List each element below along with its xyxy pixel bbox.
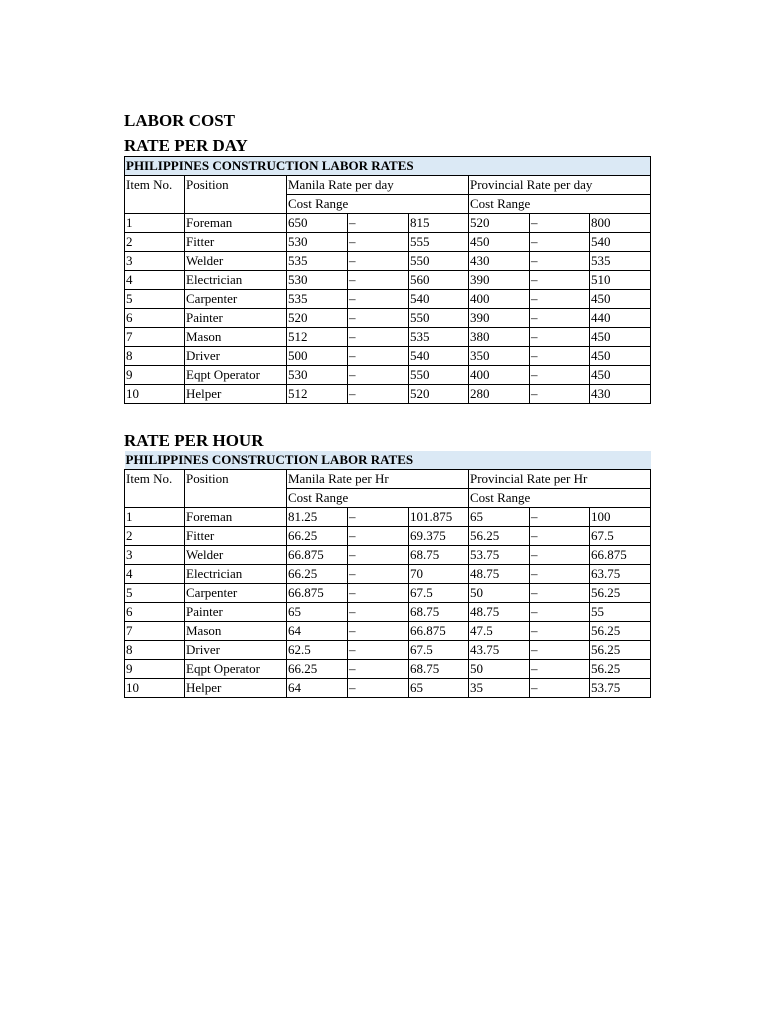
provincial-high-cell: 800 bbox=[590, 214, 651, 233]
table-row bbox=[125, 546, 651, 565]
position-cell: Painter bbox=[185, 309, 287, 328]
manila-high-cell: 67.5 bbox=[409, 641, 469, 660]
item-no-cell: 7 bbox=[125, 328, 185, 347]
provincial-low-cell: 400 bbox=[469, 366, 530, 385]
manila-low-cell: 535 bbox=[287, 290, 348, 309]
table-row bbox=[125, 347, 651, 366]
day-rate-rows bbox=[125, 214, 651, 404]
manila-high-cell: 540 bbox=[409, 290, 469, 309]
manila-low-cell: 66.25 bbox=[287, 565, 348, 584]
provincial-low-cell: 48.75 bbox=[469, 603, 530, 622]
provincial-high-cell: 67.5 bbox=[590, 527, 651, 546]
provincial-high-cell: 55 bbox=[590, 603, 651, 622]
provincial-range-dash: – bbox=[530, 546, 590, 565]
provincial-high-cell: 540 bbox=[590, 233, 651, 252]
table-row bbox=[125, 527, 651, 546]
table-row bbox=[125, 271, 651, 290]
provincial-low-cell: 50 bbox=[469, 584, 530, 603]
provincial-low-cell: 43.75 bbox=[469, 641, 530, 660]
provincial-range-dash: – bbox=[530, 584, 590, 603]
provincial-range-dash: – bbox=[530, 214, 590, 233]
manila-low-cell: 66.25 bbox=[287, 527, 348, 546]
manila-range-dash: – bbox=[348, 385, 409, 404]
item-no-cell: 5 bbox=[125, 584, 185, 603]
manila-range-dash: – bbox=[348, 527, 409, 546]
position-cell: Helper bbox=[185, 679, 287, 698]
manila-low-cell: 535 bbox=[287, 252, 348, 271]
provincial-low-cell: 520 bbox=[469, 214, 530, 233]
provincial-range-dash: – bbox=[530, 622, 590, 641]
table-row bbox=[125, 252, 651, 271]
table-row bbox=[125, 385, 651, 404]
manila-low-cell: 520 bbox=[287, 309, 348, 328]
table-title-row bbox=[125, 451, 651, 470]
position-cell: Eqpt Operator bbox=[185, 660, 287, 679]
provincial-range-dash: – bbox=[530, 309, 590, 328]
manila-high-cell: 550 bbox=[409, 366, 469, 385]
manila-low-cell: 512 bbox=[287, 385, 348, 404]
provincial-range-dash: – bbox=[530, 527, 590, 546]
position-cell: Mason bbox=[185, 622, 287, 641]
provincial-range-dash: – bbox=[530, 603, 590, 622]
provincial-low-cell: 48.75 bbox=[469, 565, 530, 584]
manila-range-dash: – bbox=[348, 233, 409, 252]
provincial-low-cell: 53.75 bbox=[469, 546, 530, 565]
position-header: Position bbox=[185, 470, 287, 508]
item-no-cell: 3 bbox=[125, 546, 185, 565]
manila-range-dash: – bbox=[348, 508, 409, 527]
table-title-row bbox=[125, 157, 651, 176]
item-no-cell: 10 bbox=[125, 385, 185, 404]
provincial-high-cell: 535 bbox=[590, 252, 651, 271]
table-row bbox=[125, 214, 651, 233]
header-row bbox=[125, 176, 651, 195]
item-no-cell: 4 bbox=[125, 271, 185, 290]
position-cell: Painter bbox=[185, 603, 287, 622]
item-no-cell: 7 bbox=[125, 622, 185, 641]
manila-range-dash: – bbox=[348, 660, 409, 679]
page-title: LABOR COST bbox=[124, 111, 235, 130]
provincial-low-cell: 400 bbox=[469, 290, 530, 309]
manila-low-cell: 530 bbox=[287, 366, 348, 385]
provincial-high-cell: 66.875 bbox=[590, 546, 651, 565]
table-row bbox=[125, 508, 651, 527]
provincial-range-dash: – bbox=[530, 385, 590, 404]
provincial-range-dash: – bbox=[530, 328, 590, 347]
manila-range-dash: – bbox=[348, 214, 409, 233]
manila-high-cell: 550 bbox=[409, 252, 469, 271]
provincial-range-dash: – bbox=[530, 290, 590, 309]
item-no-cell: 9 bbox=[125, 366, 185, 385]
manila-low-cell: 66.25 bbox=[287, 660, 348, 679]
manila-high-cell: 70 bbox=[409, 565, 469, 584]
position-cell: Driver bbox=[185, 347, 287, 366]
manila-high-cell: 68.75 bbox=[409, 603, 469, 622]
manila-rate-header: Manila Rate per Hr bbox=[287, 470, 469, 489]
position-cell: Carpenter bbox=[185, 584, 287, 603]
provincial-range-dash: – bbox=[530, 679, 590, 698]
table-row bbox=[125, 565, 651, 584]
provincial-high-cell: 53.75 bbox=[590, 679, 651, 698]
section-heading-per-hour: RATE PER HOUR bbox=[124, 431, 264, 450]
provincial-low-cell: 450 bbox=[469, 233, 530, 252]
manila-range-dash: – bbox=[348, 622, 409, 641]
manila-rate-header: Manila Rate per day bbox=[287, 176, 469, 195]
table-row bbox=[125, 233, 651, 252]
day-rate-table bbox=[124, 156, 651, 404]
item-no-cell: 8 bbox=[125, 347, 185, 366]
manila-high-cell: 69.375 bbox=[409, 527, 469, 546]
manila-high-cell: 560 bbox=[409, 271, 469, 290]
manila-low-cell: 530 bbox=[287, 233, 348, 252]
provincial-high-cell: 450 bbox=[590, 366, 651, 385]
provincial-high-cell: 56.25 bbox=[590, 622, 651, 641]
position-cell: Carpenter bbox=[185, 290, 287, 309]
provincial-low-cell: 390 bbox=[469, 271, 530, 290]
manila-low-cell: 64 bbox=[287, 679, 348, 698]
provincial-cost-range-header: Cost Range bbox=[469, 489, 651, 508]
item-no-cell: 2 bbox=[125, 527, 185, 546]
manila-range-dash: – bbox=[348, 309, 409, 328]
provincial-rate-header: Provincial Rate per Hr bbox=[469, 470, 651, 489]
provincial-high-cell: 440 bbox=[590, 309, 651, 328]
provincial-range-dash: – bbox=[530, 641, 590, 660]
provincial-range-dash: – bbox=[530, 233, 590, 252]
manila-range-dash: – bbox=[348, 641, 409, 660]
item-no-cell: 9 bbox=[125, 660, 185, 679]
manila-low-cell: 66.875 bbox=[287, 584, 348, 603]
table-row bbox=[125, 584, 651, 603]
manila-high-cell: 555 bbox=[409, 233, 469, 252]
provincial-low-cell: 350 bbox=[469, 347, 530, 366]
table-row bbox=[125, 603, 651, 622]
item-no-header: Item No. bbox=[125, 470, 185, 508]
provincial-high-cell: 56.25 bbox=[590, 641, 651, 660]
manila-low-cell: 500 bbox=[287, 347, 348, 366]
item-no-cell: 1 bbox=[125, 508, 185, 527]
manila-low-cell: 650 bbox=[287, 214, 348, 233]
provincial-range-dash: – bbox=[530, 565, 590, 584]
manila-low-cell: 66.875 bbox=[287, 546, 348, 565]
item-no-header: Item No. bbox=[125, 176, 185, 214]
item-no-cell: 5 bbox=[125, 290, 185, 309]
manila-range-dash: – bbox=[348, 347, 409, 366]
table-row bbox=[125, 309, 651, 328]
manila-range-dash: – bbox=[348, 290, 409, 309]
table-row bbox=[125, 366, 651, 385]
provincial-high-cell: 450 bbox=[590, 290, 651, 309]
manila-range-dash: – bbox=[348, 546, 409, 565]
item-no-cell: 4 bbox=[125, 565, 185, 584]
manila-range-dash: – bbox=[348, 565, 409, 584]
provincial-high-cell: 510 bbox=[590, 271, 651, 290]
provincial-low-cell: 50 bbox=[469, 660, 530, 679]
provincial-range-dash: – bbox=[530, 252, 590, 271]
position-cell: Welder bbox=[185, 252, 287, 271]
item-no-cell: 10 bbox=[125, 679, 185, 698]
table-row bbox=[125, 679, 651, 698]
item-no-cell: 1 bbox=[125, 214, 185, 233]
manila-range-dash: – bbox=[348, 252, 409, 271]
provincial-high-cell: 450 bbox=[590, 347, 651, 366]
manila-low-cell: 512 bbox=[287, 328, 348, 347]
position-cell: Welder bbox=[185, 546, 287, 565]
provincial-range-dash: – bbox=[530, 347, 590, 366]
hour-rate-table bbox=[124, 451, 651, 698]
position-cell: Fitter bbox=[185, 233, 287, 252]
manila-high-cell: 65 bbox=[409, 679, 469, 698]
manila-low-cell: 65 bbox=[287, 603, 348, 622]
provincial-low-cell: 430 bbox=[469, 252, 530, 271]
item-no-cell: 2 bbox=[125, 233, 185, 252]
position-cell: Foreman bbox=[185, 214, 287, 233]
provincial-range-dash: – bbox=[530, 660, 590, 679]
provincial-range-dash: – bbox=[530, 508, 590, 527]
manila-cost-range-header: Cost Range bbox=[287, 489, 469, 508]
table-title: PHILIPPINES CONSTRUCTION LABOR RATES bbox=[125, 157, 651, 176]
provincial-cost-range-header: Cost Range bbox=[469, 195, 651, 214]
manila-high-cell: 540 bbox=[409, 347, 469, 366]
table-row bbox=[125, 622, 651, 641]
manila-high-cell: 520 bbox=[409, 385, 469, 404]
manila-low-cell: 62.5 bbox=[287, 641, 348, 660]
manila-low-cell: 64 bbox=[287, 622, 348, 641]
provincial-rate-header: Provincial Rate per day bbox=[469, 176, 651, 195]
provincial-low-cell: 35 bbox=[469, 679, 530, 698]
manila-high-cell: 550 bbox=[409, 309, 469, 328]
position-cell: Mason bbox=[185, 328, 287, 347]
header-row bbox=[125, 470, 651, 489]
manila-high-cell: 815 bbox=[409, 214, 469, 233]
provincial-low-cell: 280 bbox=[469, 385, 530, 404]
manila-high-cell: 67.5 bbox=[409, 584, 469, 603]
provincial-high-cell: 430 bbox=[590, 385, 651, 404]
table-row bbox=[125, 660, 651, 679]
position-cell: Electrician bbox=[185, 271, 287, 290]
provincial-high-cell: 100 bbox=[590, 508, 651, 527]
position-header: Position bbox=[185, 176, 287, 214]
position-cell: Electrician bbox=[185, 565, 287, 584]
manila-range-dash: – bbox=[348, 328, 409, 347]
manila-high-cell: 68.75 bbox=[409, 660, 469, 679]
manila-high-cell: 535 bbox=[409, 328, 469, 347]
table-row bbox=[125, 290, 651, 309]
provincial-low-cell: 380 bbox=[469, 328, 530, 347]
item-no-cell: 6 bbox=[125, 603, 185, 622]
provincial-high-cell: 450 bbox=[590, 328, 651, 347]
position-cell: Eqpt Operator bbox=[185, 366, 287, 385]
provincial-low-cell: 390 bbox=[469, 309, 530, 328]
manila-high-cell: 66.875 bbox=[409, 622, 469, 641]
provincial-low-cell: 56.25 bbox=[469, 527, 530, 546]
provincial-high-cell: 56.25 bbox=[590, 584, 651, 603]
manila-range-dash: – bbox=[348, 603, 409, 622]
provincial-low-cell: 65 bbox=[469, 508, 530, 527]
provincial-high-cell: 56.25 bbox=[590, 660, 651, 679]
manila-high-cell: 68.75 bbox=[409, 546, 469, 565]
provincial-range-dash: – bbox=[530, 366, 590, 385]
item-no-cell: 8 bbox=[125, 641, 185, 660]
manila-range-dash: – bbox=[348, 584, 409, 603]
item-no-cell: 3 bbox=[125, 252, 185, 271]
manila-range-dash: – bbox=[348, 679, 409, 698]
manila-low-cell: 530 bbox=[287, 271, 348, 290]
item-no-cell: 6 bbox=[125, 309, 185, 328]
manila-range-dash: – bbox=[348, 366, 409, 385]
position-cell: Driver bbox=[185, 641, 287, 660]
table-row bbox=[125, 641, 651, 660]
manila-cost-range-header: Cost Range bbox=[287, 195, 469, 214]
provincial-range-dash: – bbox=[530, 271, 590, 290]
provincial-low-cell: 47.5 bbox=[469, 622, 530, 641]
position-cell: Helper bbox=[185, 385, 287, 404]
hour-rate-rows bbox=[125, 508, 651, 698]
table-row bbox=[125, 328, 651, 347]
manila-high-cell: 101.875 bbox=[409, 508, 469, 527]
table-title: PHILIPPINES CONSTRUCTION LABOR RATES bbox=[125, 451, 651, 470]
position-cell: Foreman bbox=[185, 508, 287, 527]
provincial-high-cell: 63.75 bbox=[590, 565, 651, 584]
manila-low-cell: 81.25 bbox=[287, 508, 348, 527]
position-cell: Fitter bbox=[185, 527, 287, 546]
manila-range-dash: – bbox=[348, 271, 409, 290]
section-heading-per-day: RATE PER DAY bbox=[124, 136, 248, 155]
